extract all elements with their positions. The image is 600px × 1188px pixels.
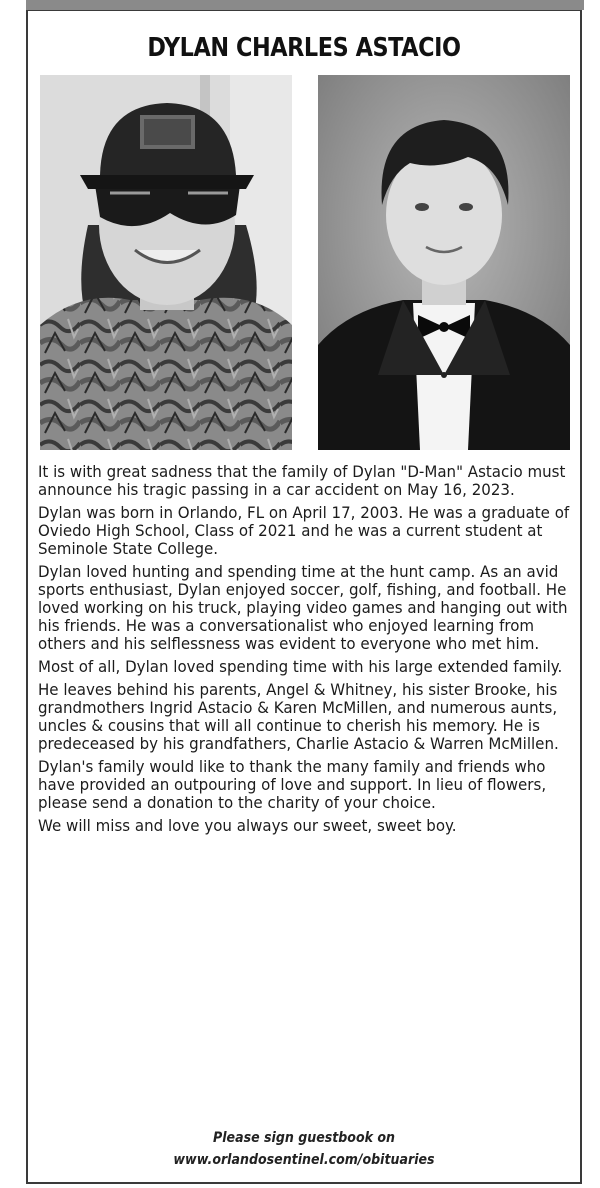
paragraph-family-love: Most of all, Dylan loved spending time with his large extended family.: [38, 657, 563, 676]
paragraph-survivors: He leaves behind his parents, Angel & Whitney, his sister Brooke, his grandmothers Ingrid Astacio & Karen McMillen, and numerous aunts, uncles & cousins that will all continue to cherish his memory. He is predeceased by his grandfathers, Charlie Astacio & Warren McMillen.: [38, 680, 559, 753]
guestbook-url: www.orlandosentinel.com/obituaries: [173, 1152, 435, 1168]
paragraph-interests: Dylan loved hunting and spending time at the hunt camp. As an avid sports enthusiast, Dylan enjoyed soccer, golf, fishing, and football. He loved working on his truck, playing video games and hanging out with his friends. He was a conversationalist who enjoyed learning from others and his selflessness was evident to everyone who met him.: [38, 562, 568, 653]
paragraph-announcement: It is with great sadness that the family of Dylan "D-Man" Astacio must announce his tragic passing in a car accident on May 16, 2023.: [38, 462, 566, 499]
photo-formal-image: [318, 75, 570, 450]
guestbook-notice: [28, 1127, 580, 1171]
paragraph-thanks: Dylan's family would like to thank the many family and friends who have provided an outpouring of love and support. In lieu of flowers, please send a donation to the charity of your choice.: [38, 757, 547, 812]
photo-formal: [318, 75, 570, 450]
photo-casual-image: [40, 75, 292, 450]
photo-casual: [40, 75, 292, 450]
obituary-body: [38, 463, 574, 840]
paragraph-farewell: We will miss and love you always our sweet, sweet boy.: [38, 816, 457, 835]
top-rule: [26, 0, 584, 10]
obituary-name: DYLAN CHARLES ASTACIO: [147, 33, 461, 63]
obituary-box: [26, 10, 582, 1184]
guestbook-line: Please sign guestbook on: [212, 1130, 395, 1146]
paragraph-birth-education: Dylan was born in Orlando, FL on April 17, 2003. He was a graduate of Oviedo High School, Class of 2021 and he was a current student at Seminole State College.: [38, 503, 570, 558]
